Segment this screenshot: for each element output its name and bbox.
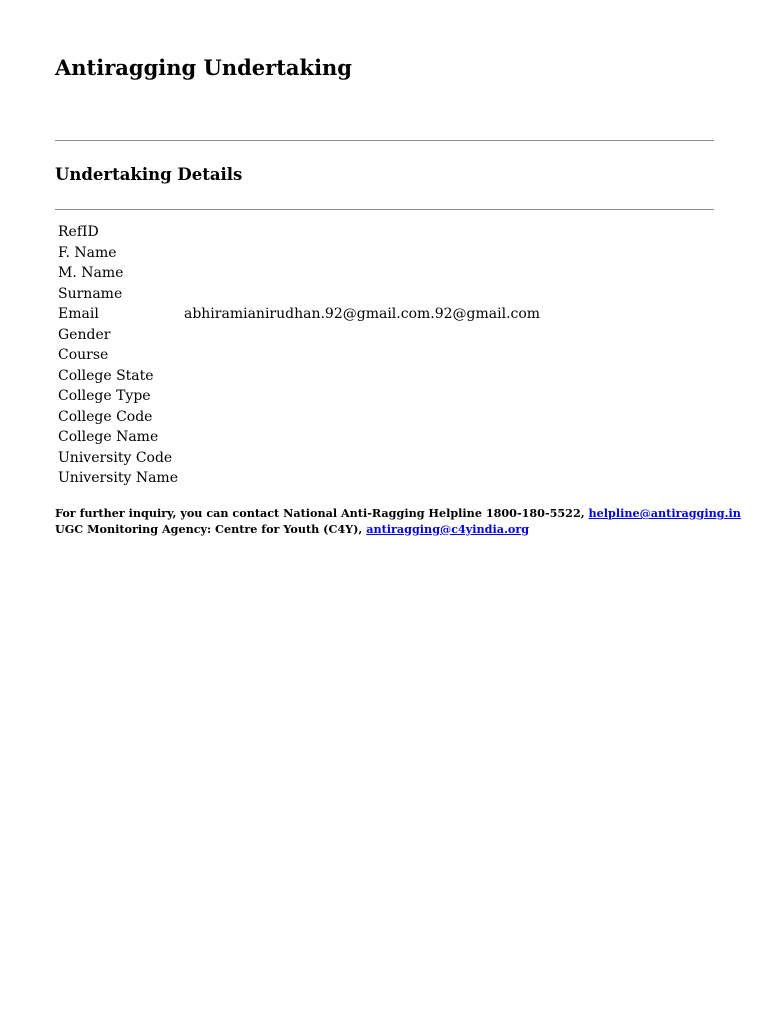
detail-value [181,468,714,489]
detail-label: University Code [58,449,173,466]
detail-value [181,386,714,407]
detail-label: Course [58,347,109,363]
detail-row-college-name [55,427,714,448]
detail-label: Surname [58,285,123,302]
detail-row-course [55,345,714,366]
helpline-email-link[interactable]: helpline@antiragging.in [588,506,741,520]
detail-value [181,222,714,243]
contact-footer [55,506,741,537]
detail-label: College Type [58,388,151,404]
agency-email-link[interactable]: antiragging@c4yindia.org [366,521,530,536]
section-divider [55,209,714,210]
detail-value [181,448,714,469]
detail-value [181,243,714,264]
helpline-line [55,506,741,522]
page-title: Antiragging Undertaking [55,55,352,80]
detail-row-college-code [55,407,714,428]
email-value: abhiramianirudhan.92@gmail.com.92@gmail.com [183,306,541,322]
undertaking-details-table [55,222,714,489]
detail-row-college-state [55,366,714,387]
detail-label: M. Name [58,265,124,281]
detail-row-college-type [55,386,714,407]
detail-label: College State [58,367,154,384]
agency-line [55,522,735,538]
detail-row-gender [55,325,714,346]
detail-row-middle-name [55,263,714,284]
detail-row-email [55,304,714,325]
helpline-text: For further inquiry, you can contact National Anti-Ragging Helpline 1800-180-5522, [55,506,589,520]
detail-label: College Code [58,408,153,425]
agency-text: UGC Monitoring Agency: Centre for Youth (C4Y), [55,521,367,536]
detail-label: F. Name [58,244,117,261]
detail-value [181,284,714,305]
detail-row-first-name [55,243,714,264]
detail-value [181,325,714,346]
detail-label: Gender [58,326,111,343]
detail-row-refid [55,222,714,243]
detail-row-university-code [55,448,714,469]
detail-label: University Name [58,470,178,486]
detail-value [181,407,714,428]
section-title: Undertaking Details [55,165,243,184]
detail-value [181,345,714,366]
detail-row-university-name [55,468,714,489]
title-divider [55,140,714,141]
detail-row-surname [55,284,714,305]
detail-value [181,366,714,387]
detail-label: RefID [58,224,99,240]
detail-value [181,263,714,284]
detail-value [181,427,714,448]
detail-label: Email [58,306,99,322]
detail-label: College Name [58,429,159,445]
